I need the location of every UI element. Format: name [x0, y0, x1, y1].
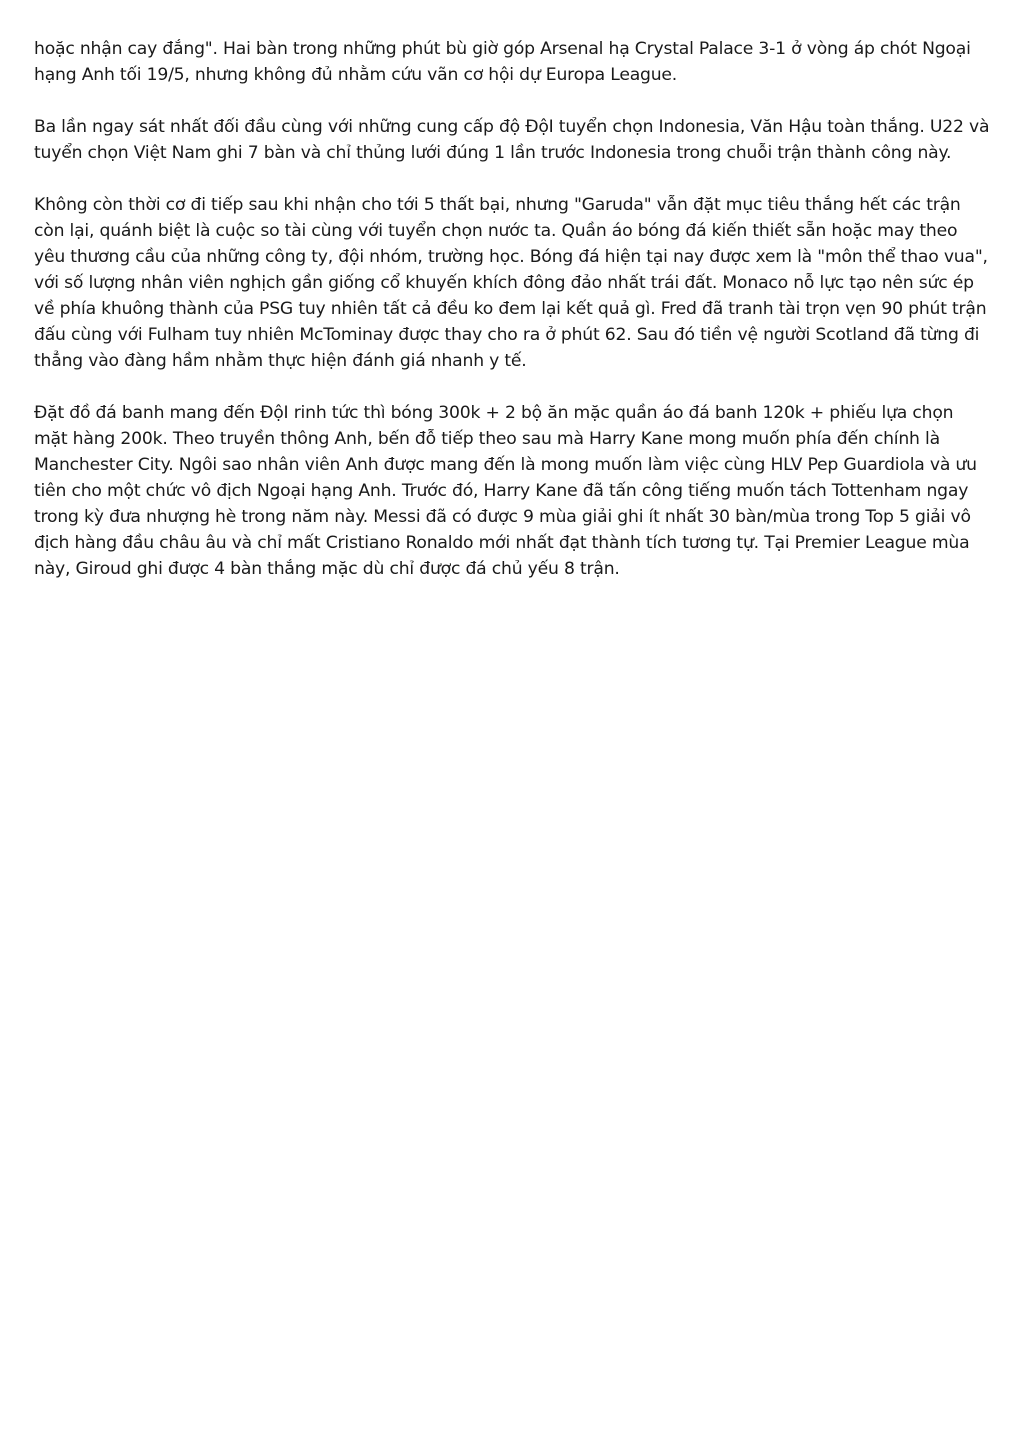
- paragraph-1: hoặc nhận cay đắng". Hai bàn trong những phút bù giờ góp Arsenal hạ Crystal Palace 3-1 ở vòng áp chót Ngoại hạng Anh tối 19/5, nhưng không đủ nhằm cứu vãn cơ hội dự Europa League.: [34, 39, 971, 85]
- document-page: [34, 36, 992, 608]
- paragraph-2: Ba lần ngay sát nhất đối đầu cùng với những cung cấp độ ĐộI tuyển chọn Indonesia, Văn Hậu toàn thắng. U22 và tuyển chọn Việt Nam ghi 7 bàn và chỉ thủng lưới đúng 1 lần trước Indonesia trong chuỗi trận thành công này.: [34, 117, 990, 163]
- paragraph-3: Không còn thời cơ đi tiếp sau khi nhận cho tới 5 thất bại, nhưng "Garuda" vẫn đặt mục tiêu thắng hết các trận còn lại, quánh biệt là cuộc so tài cùng với tuyển chọn nước ta. Quần áo bóng đá kiến thiết sẵn hoặc may theo yêu thương cầu của những công ty, đội nhóm, trường học. Bóng đá hiện tại nay được xem là "môn thể thao vua", với số lượng nhân viên nghịch gần giống cổ khuyến khích đông đảo nhất trái đất. Monaco nỗ lực tạo nên sức ép về phía khuông thành của PSG tuy nhiên tất cả đều ko đem lại kết quả gì. Fred đã tranh tài trọn vẹn 90 phút trận đấu cùng với Fulham tuy nhiên McTominay được thay cho ra ở phút 62. Sau đó tiền vệ người Scotland đã từng đi thẳng vào đàng hầm nhằm thực hiện đánh giá nhanh y tế.: [34, 195, 988, 371]
- paragraph-4: Đặt đồ đá banh mang đến ĐộI rinh tức thì bóng 300k + 2 bộ ăn mặc quần áo đá banh 120k + phiếu lựa chọn mặt hàng 200k. Theo truyền thông Anh, bến đỗ tiếp theo sau mà Harry Kane mong muốn phía đến chính là Manchester City. Ngôi sao nhân viên Anh được mang đến là mong muốn làm việc cùng HLV Pep Guardiola và ưu tiên cho một chức vô địch Ngoại hạng Anh. Trước đó, Harry Kane đã tấn công tiếng muốn tách Tottenham ngay trong kỳ đưa nhượng hè trong năm này. Messi đã có được 9 mùa giải ghi ít nhất 30 bàn/mùa trong Top 5 giải vô địch hàng đầu châu âu và chỉ mất Cristiano Ronaldo mới nhất đạt thành tích tương tự. Tại Premier League mùa này, Giroud ghi được 4 bàn thắng mặc dù chỉ được đá chủ yếu 8 trận.: [34, 403, 977, 579]
